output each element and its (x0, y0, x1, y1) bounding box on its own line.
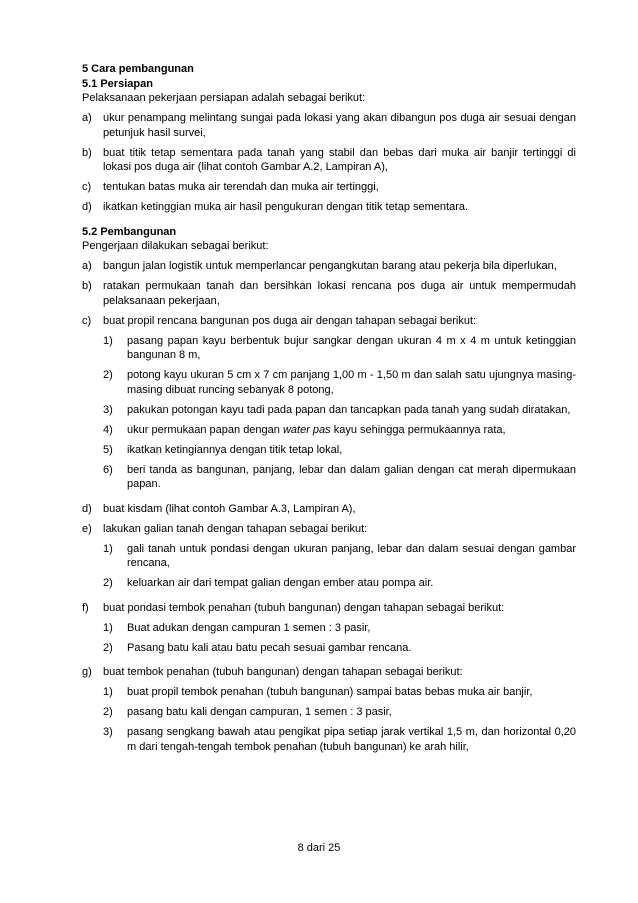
list-text: ikatkan ketinggian muka air hasil pengukuran dengan titik tetap sementara. (103, 201, 469, 213)
paragraph-intro: Pengerjaan dilakukan sebagai berikut: (82, 240, 269, 252)
list-item (82, 522, 576, 537)
list-marker: c) (82, 181, 92, 193)
sublist-item (82, 685, 576, 700)
list-marker: c) (82, 314, 92, 327)
sublist-marker: 1) (103, 542, 113, 555)
list-text: ukur penampang melintang sungai pada lokasi yang akan dibangun pos duga air sesuai dengan petunjuk hasil survei, (103, 112, 576, 139)
list-marker: b) (82, 146, 92, 159)
list-item (82, 601, 576, 616)
sublist-item (82, 542, 576, 571)
sublist-marker: 4) (103, 423, 113, 436)
list-item (82, 259, 576, 274)
sublist-text: pakukan potongan kayu tadi pada papan dan tancapkan pada tanah yang sudah diratakan, (127, 403, 571, 416)
list-text: buat tembok penahan (tubuh bangunan) dengan tahapan sebagai berikut: (103, 666, 463, 678)
list-text: lakukan galian tanah dengan tahapan sebagai berikut: (103, 522, 368, 535)
sublist-marker: 2) (103, 706, 113, 718)
sublist-item (82, 705, 576, 720)
list-text: buat propil rencana bangunan pos duga air dengan tahapan sebagai berikut: (103, 314, 477, 327)
list-item (82, 665, 576, 680)
sublist-item (82, 621, 576, 636)
sublist-item (82, 641, 576, 656)
list-marker: a) (82, 112, 92, 124)
document-page (82, 62, 576, 754)
list-marker: d) (82, 502, 92, 515)
sublist-text: pasang papan kayu berbentuk bujur sangkar dengan ukuran 4 m x 4 m untuk ketinggian bangunan 8 m, (127, 334, 576, 361)
sublist-item (82, 443, 576, 458)
sublist-item (82, 725, 576, 754)
sublist-marker: 2) (103, 641, 113, 654)
sublist-text: pasang sengkang bawah atau pengikat pipa setiap jarak vertikal 1,5 m, dan horizontal 0,20 m dari tengah-tengah tembok penahan (tubuh bangunan) ke arah hilir, (127, 726, 576, 753)
sublist-item (82, 334, 576, 363)
subsection-title-persiapan: 5.1 Persiapan (82, 77, 153, 90)
sublist-text: Pasang batu kali atau batu pecah sesuai gambar rencana. (127, 641, 412, 654)
sublist-marker: 2) (103, 577, 113, 589)
list-marker: b) (82, 280, 92, 292)
sublist-text (127, 423, 576, 438)
sublist-marker: 5) (103, 443, 113, 456)
sublist-marker: 3) (103, 726, 113, 738)
list-item (82, 502, 576, 517)
list-marker: g) (82, 666, 92, 678)
sublist-marker: 1) (103, 334, 113, 347)
list-text: buat pondasi tembok penahan (tubuh bangunan) dengan tahapan sebagai berikut: (103, 601, 505, 614)
paragraph-intro: Pelaksanaan pekerjaan persiapan adalah sebagai berikut: (82, 92, 366, 104)
sublist-marker: 1) (103, 686, 113, 698)
sublist-marker: 1) (103, 621, 113, 634)
list-text: bangun jalan logistik untuk memperlancar pengangkutan barang atau pekerja bila diperlukan, (103, 260, 557, 272)
sublist-marker: 2) (103, 369, 113, 381)
list-marker: e) (82, 522, 92, 535)
sublist-item (82, 403, 576, 418)
list-text: buat titik tetap sementara pada tanah yang stabil dan bebas dari muka air banjir tertinggi di lokasi pos duga air (lihat contoh Gambar A.2, Lampiran A), (103, 146, 576, 173)
list-marker: f) (82, 601, 89, 614)
sublist-text: Buat adukan dengan campuran 1 semen : 3 pasir, (127, 621, 371, 634)
list-text: ratakan permukaan tanah dan bersihkan lokasi rencana pos duga air untuk mempermudah pelaksanaan pekerjaan, (103, 280, 576, 307)
sublist-marker: 6) (103, 463, 113, 476)
text-run: kayu sehingga permukaannya rata, (330, 423, 506, 436)
section-title: 5 Cara pembangunan (82, 63, 194, 75)
sublist-text: gali tanah untuk pondasi dengan ukuran panjang, lebar dan dalam sesuai dengan gambar rencana, (127, 542, 576, 569)
italic-term: water pas (282, 423, 331, 436)
sublist-text: buat propil tembok penahan (tubuh bangunan) sampai batas bebas muka air banjir, (127, 686, 533, 698)
sublist-text: beri tanda as bangunan, panjang, lebar dan dalam galian dengan cat merah dipermukaan papan. (127, 463, 576, 490)
sublist-marker: 3) (103, 403, 113, 416)
list-text: tentukan batas muka air terendah dan muka air tertinggi, (103, 181, 379, 193)
sublist-item (82, 463, 576, 492)
list-item (82, 146, 576, 175)
list-item (82, 279, 576, 308)
list-marker: d) (82, 201, 92, 213)
sublist-text: pasang batu kali dengan campuran, 1 semen : 3 pasir, (127, 706, 392, 718)
list-marker: a) (82, 260, 92, 272)
list-item (82, 314, 576, 329)
list-item (82, 180, 576, 195)
list-item (82, 111, 576, 140)
sublist-item (82, 576, 576, 591)
sublist-item (82, 423, 576, 438)
text-run: ukur permukaan papan dengan (127, 423, 283, 436)
sublist-text: keluarkan air dari tempat galian dengan ember atau pompa air. (127, 577, 434, 589)
list-text: buat kisdam (lihat contoh Gambar A.3, Lampiran A), (103, 502, 356, 515)
sublist-item (82, 368, 576, 397)
sublist-text: potong kayu ukuran 5 cm x 7 cm panjang 1,00 m - 1,50 m dan salah satu ujungnya masing-masing dibuat runcing sebanyak 8 potong, (127, 369, 576, 396)
page-number: 8 dari 25 (297, 842, 341, 854)
sublist-text: ikatkan ketingiannya dengan titik tetap lokal, (127, 443, 343, 456)
list-item (82, 200, 576, 215)
subsection-title-pembangunan: 5.2 Pembangunan (82, 225, 177, 238)
